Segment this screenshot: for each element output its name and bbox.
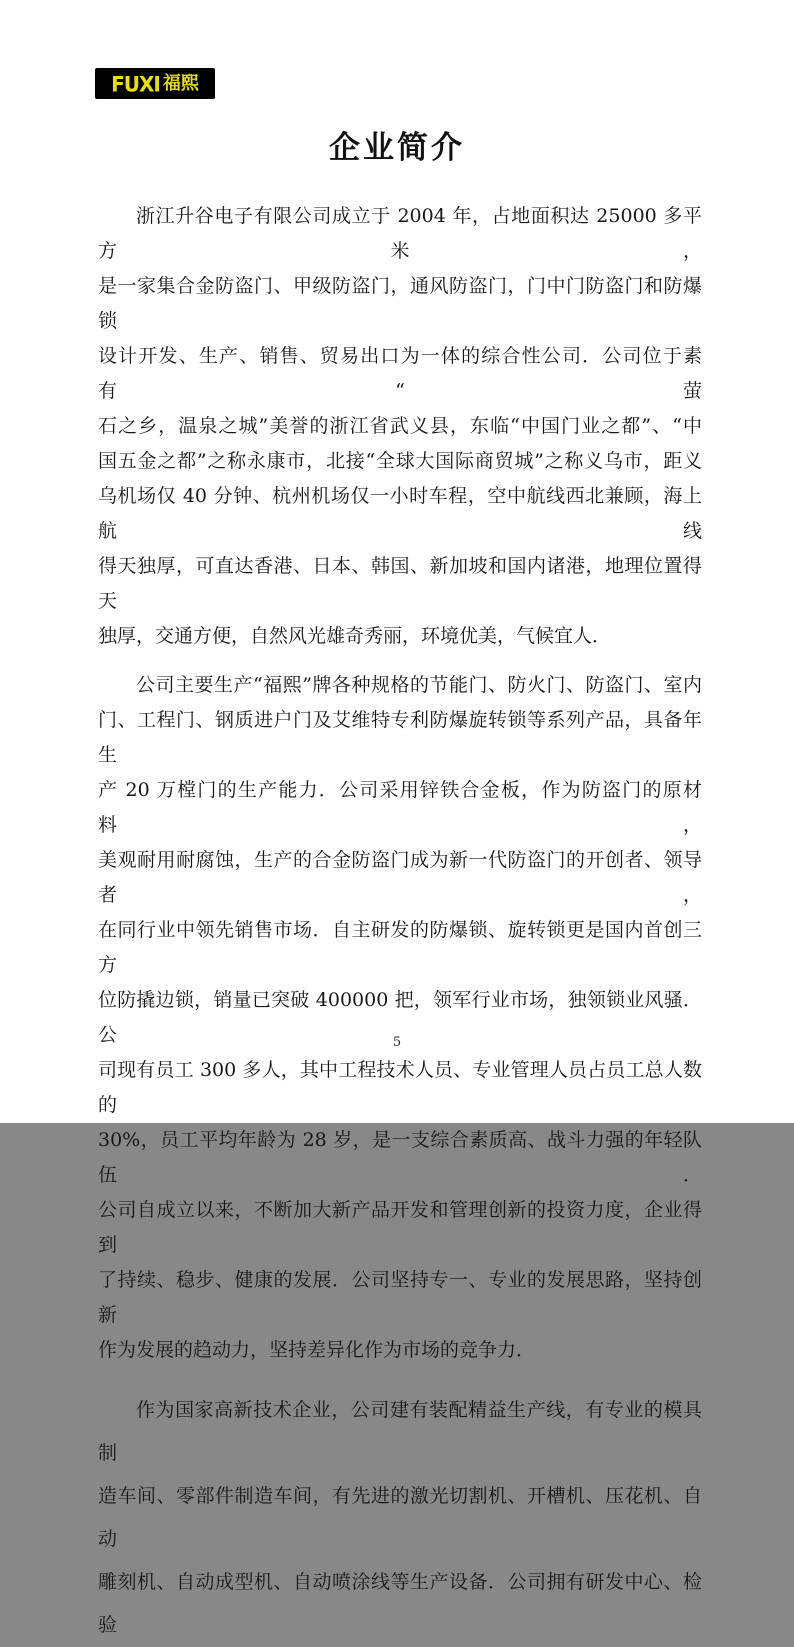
text-line: 作为国家高新技术企业，公司建有装配精益生产线，有专业的模具制 [98, 1399, 702, 1464]
text-line: 美观耐用耐腐蚀，生产的合金防盗门成为新一代防盗门的开创者、领导者， [98, 849, 702, 906]
paragraph [98, 1389, 702, 1647]
logo-latin-text: FUXI [111, 70, 160, 97]
text-line: 司现有员工 300 多人，其中工程技术人员、专业管理人员占员工总人数的 [98, 1059, 702, 1116]
document-body [98, 199, 702, 1647]
paragraph [98, 668, 702, 1368]
text-line: 产 20 万樘门的生产能力．公司采用锌铁合金板，作为防盗门的原材料， [98, 779, 702, 836]
page-title: 企业简介 [329, 130, 465, 166]
text-line: 门、工程门、钢质进户门及艾维特专利防爆旋转锁等系列产品，具备年生 [98, 709, 702, 766]
text-line: 在同行业中领先销售市场．自主研发的防爆锁、旋转锁更是国内首创三方 [98, 919, 702, 976]
text-line: 得天独厚，可直达香港、日本、韩国、新加坡和国内诸港，地理位置得天 [98, 555, 702, 612]
page-number: 5 [392, 1035, 402, 1050]
text-line: 石之乡，温泉之城”美誉的浙江省武义县，东临“中国门业之都”、“中 [98, 415, 702, 437]
text-line: 雕刻机、自动成型机、自动喷涂线等生产设备．公司拥有研发中心、检验 [98, 1571, 702, 1636]
text-line: 位防撬边锁，销量已突破 400000 把，领军行业市场，独领锁业风骚．公 [98, 989, 702, 1046]
text-line: 作为发展的趋动力，坚持差异化作为市场的竞争力． [98, 1339, 536, 1361]
text-line: 国五金之都”之称永康市，北接“全球大国际商贸城”之称义乌市，距义 [98, 450, 702, 472]
text-line: 造车间、零部件制造车间，有先进的激光切割机、开槽机、压花机、自动 [98, 1485, 702, 1550]
fuxi-logo [95, 68, 215, 99]
text-line: 浙江升谷电子有限公司成立于 2004 年，占地面积达 25000 多平方米， [98, 205, 702, 262]
text-line: 是一家集合金防盗门、甲级防盗门，通风防盗门，门中门防盗门和防爆锁 [98, 275, 702, 332]
text-line: 公司自成立以来，不断加大新产品开发和管理创新的投资力度，企业得到 [98, 1199, 702, 1256]
text-line: 乌机场仅 40 分钟、杭州机场仅一小时车程，空中航线西北兼顾，海上航线 [98, 485, 702, 542]
text-line: 设计开发、生产、销售、贸易出口为一体的综合性公司．公司位于素有“萤 [98, 345, 702, 402]
logo-cjk-text: 福熙 [162, 72, 199, 94]
text-line: 公司主要生产“福熙”牌各种规格的节能门、防火门、防盗门、室内 [136, 674, 702, 696]
text-line: 独厚，交通方便，自然风光雄奇秀丽，环境优美，气候宜人． [98, 625, 612, 647]
text-line: 了持续、稳步、健康的发展．公司坚持专一、专业的发展思路，坚持创新 [98, 1269, 702, 1326]
paragraph [98, 199, 702, 654]
text-line: 30%，员工平均年龄为 28 岁，是一支综合素质高、战斗力强的年轻队伍． [98, 1129, 702, 1186]
